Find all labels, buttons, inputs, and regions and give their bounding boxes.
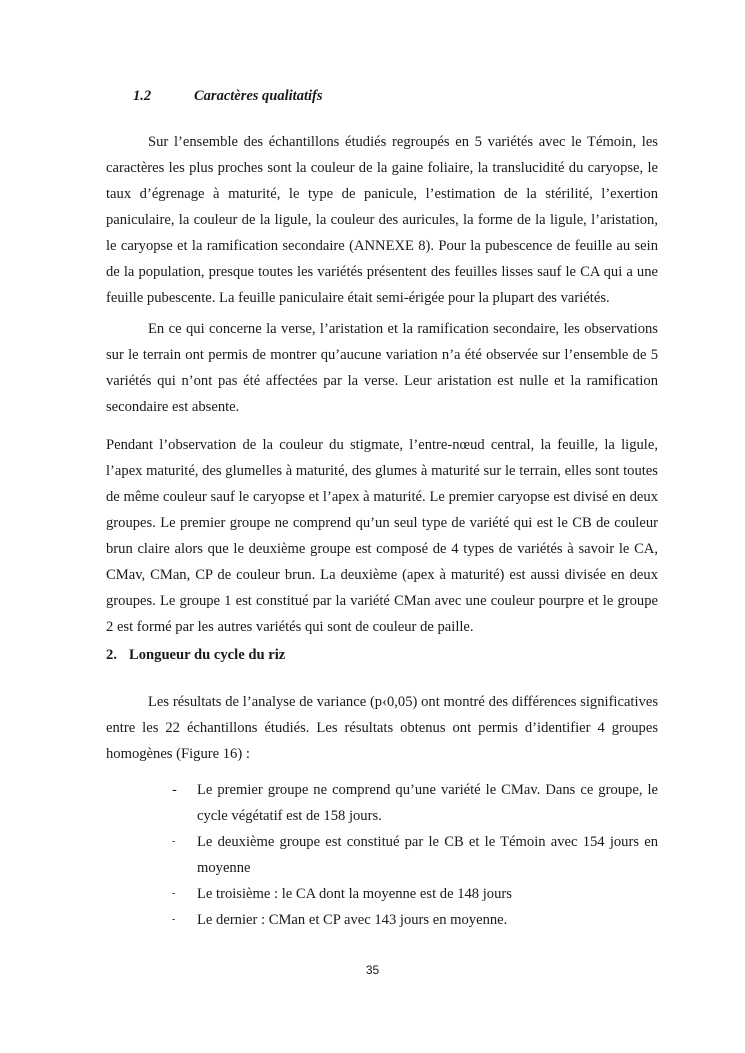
list-item-text: Le dernier : CMan et CP avec 143 jours en moyenne.	[197, 912, 508, 928]
bullet-marker: -	[172, 888, 176, 899]
subsection-number: 1.2	[133, 88, 152, 104]
paragraph-qualitative-overview: Sur l’ensemble des échantillons étudiés regroupés en 5 variétés avec le Témoin, les caractères les plus proches sont la couleur de la gaine foliaire, la translucidité du caryopse, le taux d’égrenage à maturité, le type de panicule, l’estimation de la stérilité, l’exertion paniculaire, la couleur de la ligule, la couleur des auricules, la forme de la ligule, l’aristation, le caryopse et la ramification secondaire (ANNEXE 8). Pour la pubescence de feuille au sein de la population, presque toutes les variétés présentent des feuilles lisses sauf le CA qui a une feuille pubescente. La feuille paniculaire était semi-érigée pour la plupart des variétés.	[106, 134, 658, 306]
bullet-marker: -	[172, 782, 177, 798]
bullet-marker: -	[172, 836, 176, 847]
list-item-text: Le deuxième groupe est constitué par le CB et le Témoin avec 154 jours en moyenne	[197, 834, 658, 876]
list-item	[172, 907, 658, 933]
bullet-marker: -	[172, 914, 176, 925]
list-item-text: Le premier groupe ne comprend qu’une variété le CMav. Dans ce groupe, le cycle végétatif est de 158 jours.	[197, 782, 658, 824]
subsection-heading	[133, 88, 323, 105]
list-item	[172, 777, 658, 829]
section-title: Longueur du cycle du riz	[129, 647, 286, 663]
groups-list	[172, 777, 658, 933]
section-number: 2.	[106, 647, 117, 663]
list-item	[172, 881, 658, 907]
paragraph-lodging-awn: En ce qui concerne la verse, l’aristation et la ramification secondaire, les observations sur le terrain ont permis de montrer qu’aucune variation n’a été observée sur l’ensemble de 5 variétés qui n’ont pas été affectées par la verse. Leur aristation est nulle et la ramification secondaire est absente.	[106, 321, 658, 415]
paragraph-color-observation: Pendant l’observation de la couleur du stigmate, l’entre-nœud central, la feuille, la ligule, l’apex maturité, des glumelles à maturité, des glumes à maturité sur le terrain, elles sont toutes de même couleur sauf le caryopse et l’apex à maturité. Le premier caryopse est divisé en deux groupes. Le premier groupe ne comprend qu’un seul type de variété qui est le CB de couleur brun claire alors que le deuxième groupe est composé de 4 types de variétés à savoir le CA, CMav, CMan, CP de couleur brun. La deuxième (apex à maturité) est aussi divisée en deux groupes. Le groupe 1 est constitué par la variété CMan avec une couleur pourpre et le groupe 2 est formé par les autres variétés qui sont de couleur de paille.	[106, 437, 658, 635]
list-item-text: Le troisième : le CA dont la moyenne est de 148 jours	[197, 886, 512, 902]
section-heading	[106, 647, 285, 664]
subsection-title: Caractères qualitatifs	[194, 88, 323, 104]
paragraph-variance-results: Les résultats de l’analyse de variance (p‹0,05) ont montré des différences significatives entre les 22 échantillons étudiés. Les résultats obtenus ont permis d’identifier 4 groupes homogènes (Figure 16) :	[106, 694, 658, 762]
list-item	[172, 829, 658, 881]
page-number: 35	[365, 963, 380, 977]
